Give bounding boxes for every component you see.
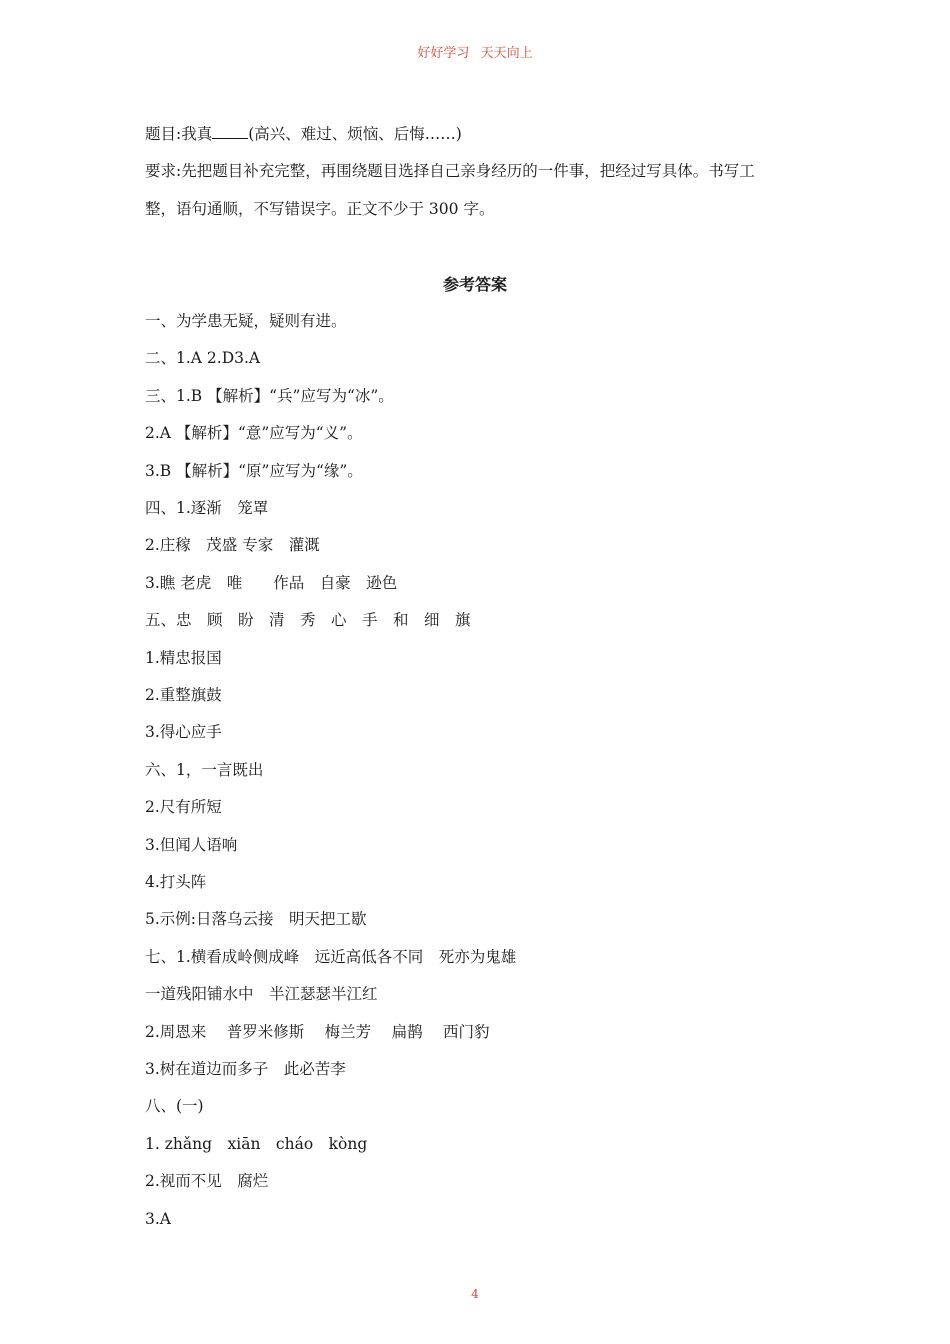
answer-line: 3.得心应手 bbox=[145, 723, 222, 742]
answer-line: 2.重整旗鼓 bbox=[145, 686, 222, 704]
header-right-text: 天天向上 bbox=[480, 45, 533, 60]
answer-line: 5.示例:日落乌云接 明天把工歇 bbox=[145, 910, 367, 929]
answer-line: 2.视而不见 腐烂 bbox=[145, 1172, 269, 1191]
answer-line: 2.庄稼 茂盛 专家 灌溉 bbox=[145, 536, 320, 555]
essay-requirement-line-2: 整，语句通顺，不写错误字。正文不少于 300 字。 bbox=[145, 200, 495, 218]
answer-line: 3.但闻人语响 bbox=[145, 835, 238, 854]
page-header bbox=[0, 42, 950, 61]
answer-line: 3.树在道边而多子 此必苦李 bbox=[145, 1060, 346, 1078]
answer-line: 3.B 【解析】“原”应写为“缘”。 bbox=[145, 461, 363, 480]
answer-line: 七、1.横看成岭侧成峰 远近高低各不同 死亦为鬼雄 bbox=[145, 947, 517, 966]
answer-line: 3.瞧 老虎 唯 作品 自豪 逊色 bbox=[145, 573, 398, 592]
answer-line: 2.A 【解析】“意”应写为“义”。 bbox=[145, 424, 363, 443]
answer-line: 六、1，一言既出 bbox=[145, 760, 264, 779]
essay-topic-suffix: (高兴、难过、烦恼、后悔……) bbox=[248, 125, 462, 143]
answer-line: 1. zhǎng xiān cháo kòng bbox=[145, 1134, 368, 1153]
answers-title: 参考答案 bbox=[442, 275, 507, 294]
answer-line: 1.精忠报国 bbox=[145, 648, 222, 667]
answer-line: 3.A bbox=[145, 1209, 171, 1228]
page-number: 4 bbox=[471, 1287, 479, 1301]
answer-line: 一道残阳铺水中 半江瑟瑟半江红 bbox=[145, 985, 378, 1004]
answer-line: 2.尺有所短 bbox=[145, 798, 222, 817]
answer-line: 4.打头阵 bbox=[145, 873, 207, 891]
answer-line: 2.周恩来 普罗米修斯 梅兰芳 扁鹊 西门豹 bbox=[145, 1022, 490, 1041]
answer-line: 一、为学患无疑，疑则有进。 bbox=[145, 312, 347, 330]
answer-line: 八、(一) bbox=[145, 1097, 204, 1116]
answer-line: 五、忠 顾 盼 清 秀 心 手 和 细 旗 bbox=[145, 611, 471, 630]
topic-blank bbox=[212, 122, 248, 139]
essay-topic bbox=[145, 122, 462, 145]
answer-line: 三、1.B 【解析】“兵”应写为“冰”。 bbox=[145, 386, 394, 405]
answer-line: 二、1.A 2.D3.A bbox=[145, 349, 261, 368]
essay-topic-prefix: 题目:我真 bbox=[145, 125, 213, 143]
essay-requirement-line-1: 要求:先把题目补充完整，再围绕题目选择自己亲身经历的一件事，把经过写具体。书写工 bbox=[145, 162, 755, 180]
answer-line: 四、1.逐渐 笼罩 bbox=[145, 499, 269, 517]
header-left-text: 好好学习 bbox=[417, 45, 470, 60]
